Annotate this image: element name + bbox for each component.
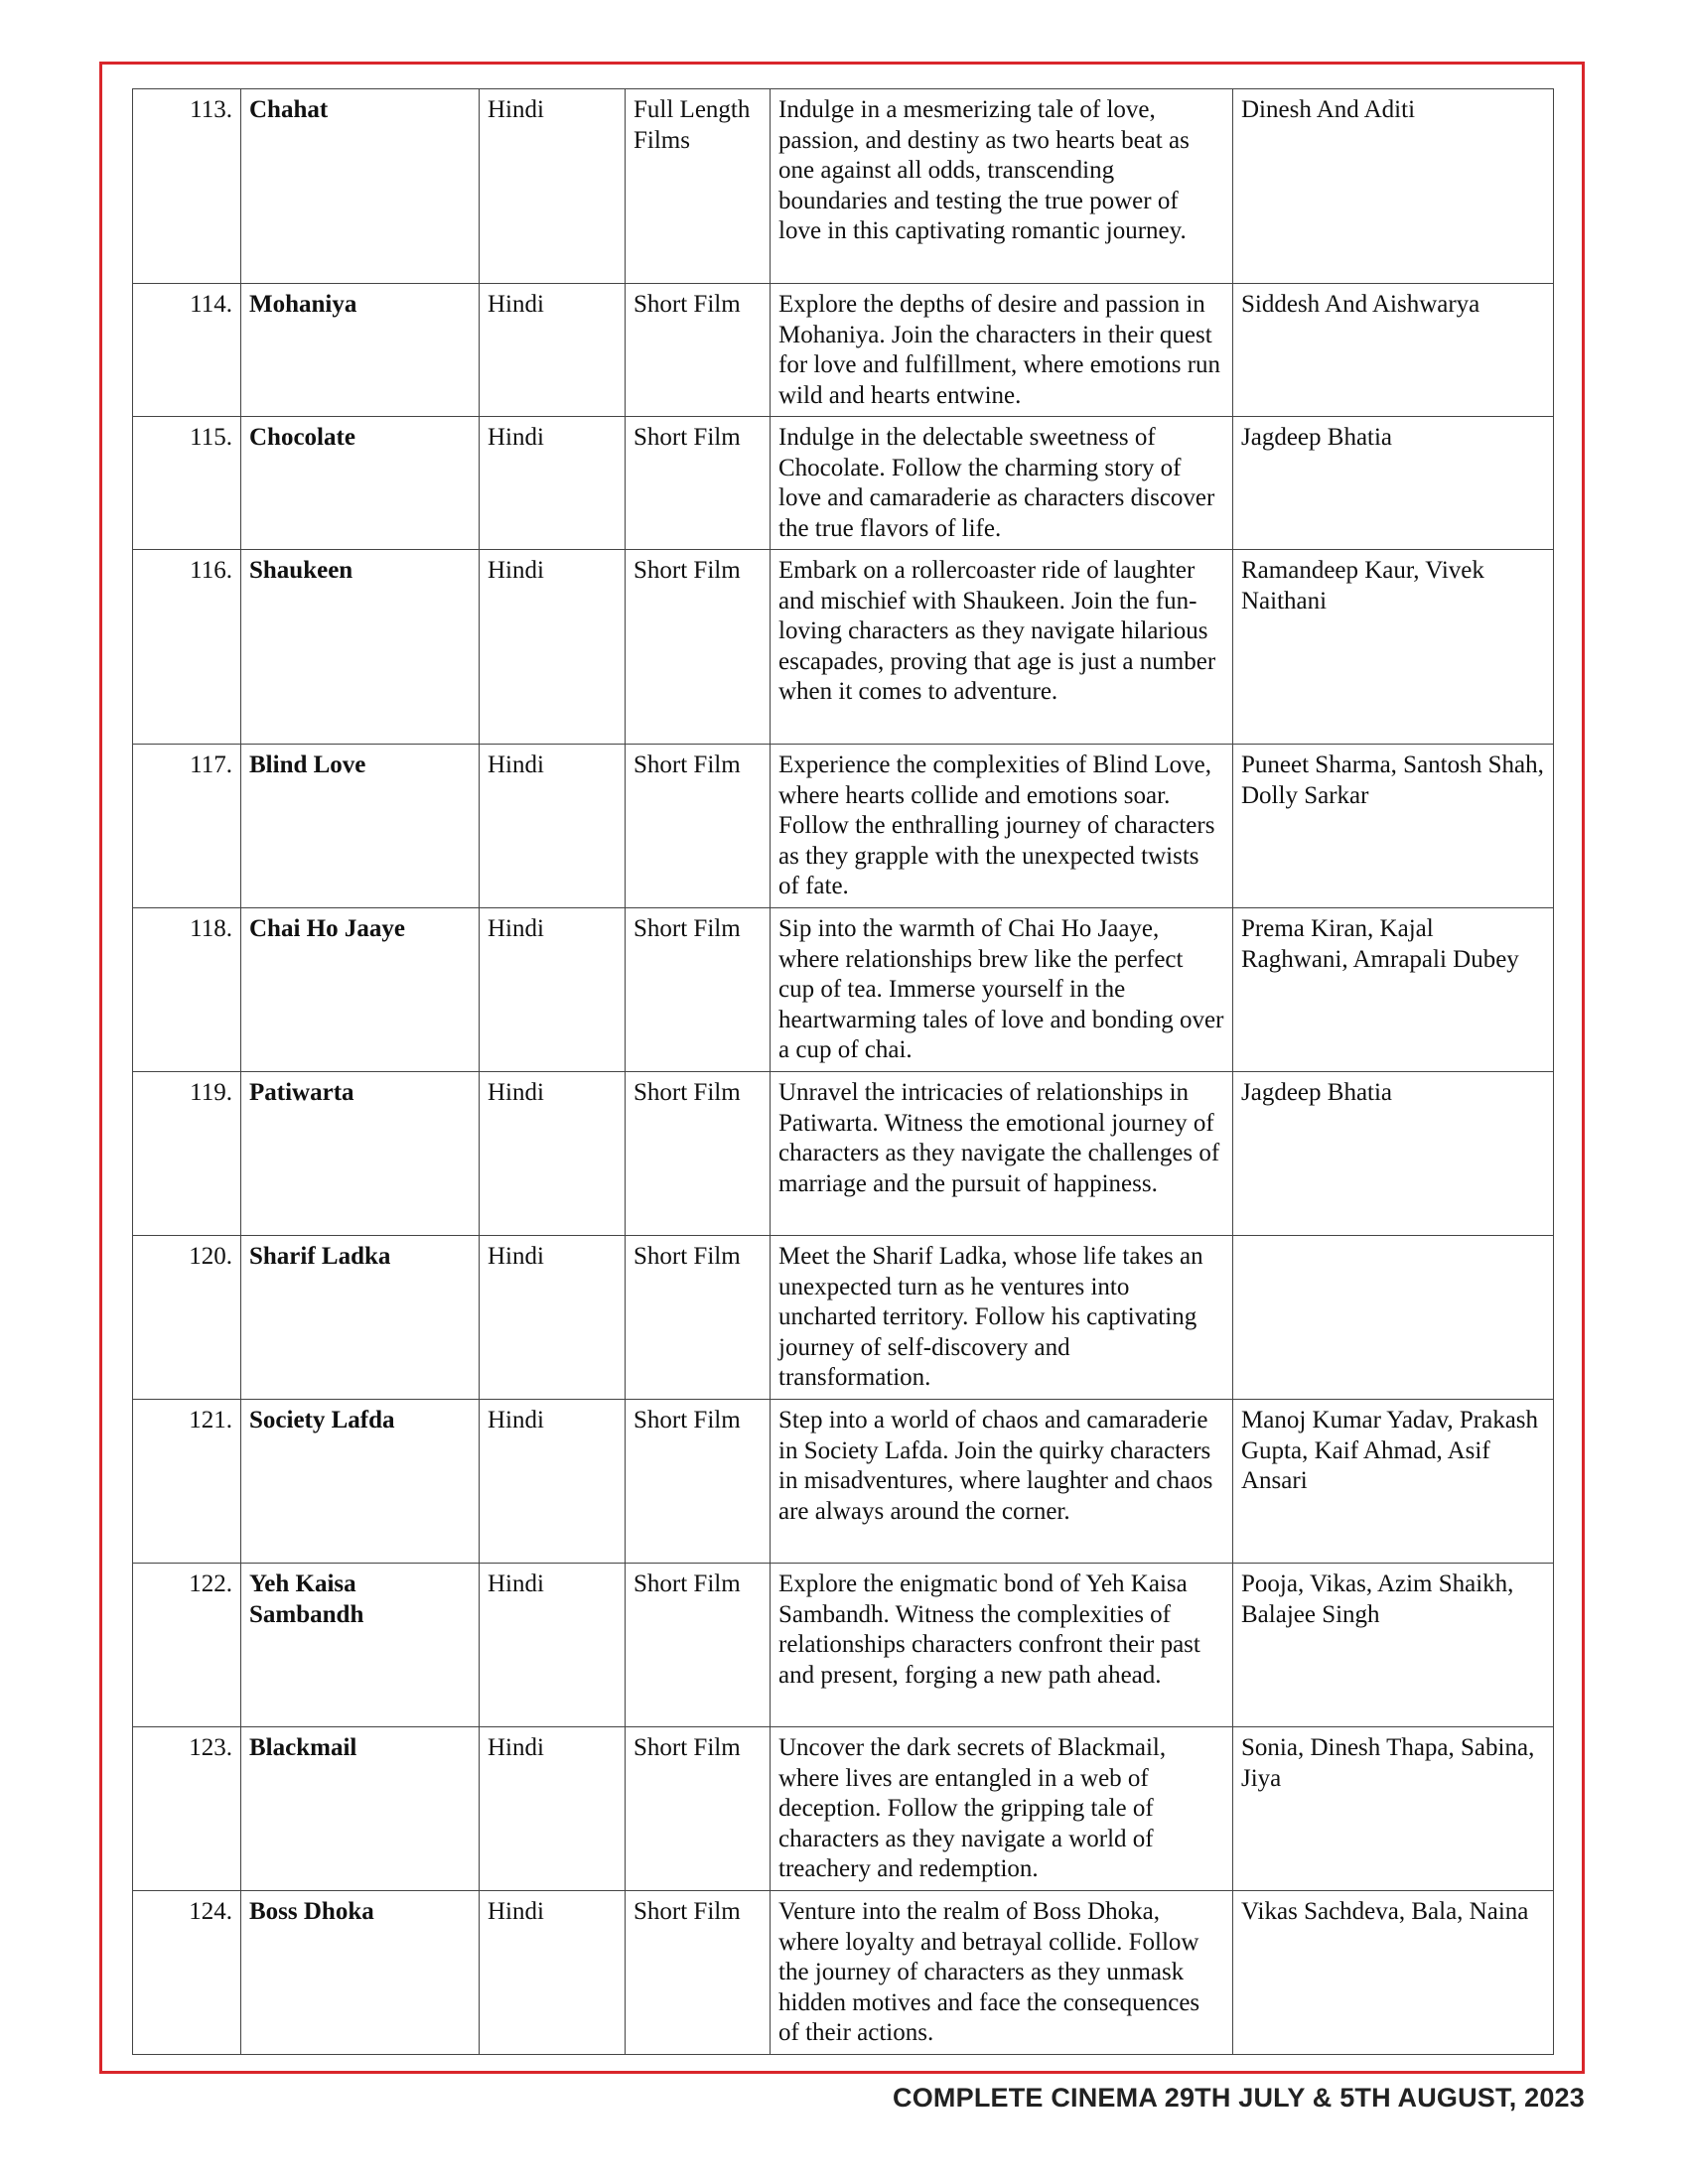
film-format: Short Film [626,1400,771,1564]
film-format: Short Film [626,745,771,908]
film-format: Short Film [626,284,771,417]
table-row [133,908,1554,1072]
film-description: Experience the complexities of Blind Love, where hearts collide and emotions soar. Follow the enthralling journey of characters as they grapple with the unexpected twists of fate. [771,745,1233,908]
film-format: Short Film [626,1236,771,1400]
film-title: Yeh Kaisa Sambandh [241,1564,480,1727]
table-row [133,284,1554,417]
table-row [133,1072,1554,1236]
films-table [132,88,1554,2055]
film-cast: Ramandeep Kaur, Vivek Naithani [1233,550,1554,745]
film-cast: Sonia, Dinesh Thapa, Sabina, Jiya [1233,1727,1554,1891]
film-cast: Puneet Sharma, Santosh Shah, Dolly Sarkar [1233,745,1554,908]
row-number: 122. [133,1564,241,1727]
row-number: 116. [133,550,241,745]
row-number: 114. [133,284,241,417]
film-description: Meet the Sharif Ladka, whose life takes an unexpected turn as he ventures into uncharted territory. Follow his captivating journey of self-discovery and transformation. [771,1236,1233,1400]
film-title: Blind Love [241,745,480,908]
film-format: Short Film [626,550,771,745]
table-row [133,1400,1554,1564]
film-cast: Manoj Kumar Yadav, Prakash Gupta, Kaif Ahmad, Asif Ansari [1233,1400,1554,1564]
film-language: Hindi [480,1564,626,1727]
film-cast: Dinesh And Aditi [1233,89,1554,284]
film-cast: Jagdeep Bhatia [1233,1072,1554,1236]
film-language: Hindi [480,550,626,745]
film-language: Hindi [480,417,626,550]
table-row [133,1236,1554,1400]
row-number: 124. [133,1891,241,2055]
table-row [133,89,1554,284]
film-language: Hindi [480,1891,626,2055]
row-number: 117. [133,745,241,908]
film-description: Unravel the intricacies of relationships in Patiwarta. Witness the emotional journey of characters as they navigate the challenges of marriage and the pursuit of happiness. [771,1072,1233,1236]
table-row [133,1727,1554,1891]
footer-text: COMPLETE CINEMA 29TH JULY & 5TH AUGUST, 2023 [893,2083,1585,2113]
film-cast: Pooja, Vikas, Azim Shaikh, Balajee Singh [1233,1564,1554,1727]
film-language: Hindi [480,908,626,1072]
film-language: Hindi [480,1072,626,1236]
film-description: Explore the enigmatic bond of Yeh Kaisa Sambandh. Witness the complexities of relationships characters confront their past and present, forging a new path ahead. [771,1564,1233,1727]
film-format: Short Film [626,1891,771,2055]
row-number: 118. [133,908,241,1072]
film-cast: Prema Kiran, Kajal Raghwani, Amrapali Dubey [1233,908,1554,1072]
film-description: Indulge in a mesmerizing tale of love, passion, and destiny as two hearts beat as one against all odds, transcending boundaries and testing the true power of love in this captivating romantic journey. [771,89,1233,284]
film-format: Short Film [626,1727,771,1891]
film-language: Hindi [480,284,626,417]
table-row [133,745,1554,908]
film-title: Chai Ho Jaaye [241,908,480,1072]
film-title: Patiwarta [241,1072,480,1236]
film-format: Short Film [626,1564,771,1727]
film-title: Boss Dhoka [241,1891,480,2055]
film-cast: Vikas Sachdeva, Bala, Naina [1233,1891,1554,2055]
film-language: Hindi [480,1236,626,1400]
film-description: Venture into the realm of Boss Dhoka, where loyalty and betrayal collide. Follow the journey of characters as they unmask hidden motives and face the consequences of their actions. [771,1891,1233,2055]
film-description: Indulge in the delectable sweetness of Chocolate. Follow the charming story of love and camaraderie as characters discover the true flavors of life. [771,417,1233,550]
film-format: Full Length Films [626,89,771,284]
table-row [133,1564,1554,1727]
film-language: Hindi [480,1727,626,1891]
film-title: Chocolate [241,417,480,550]
row-number: 123. [133,1727,241,1891]
film-title: Mohaniya [241,284,480,417]
table-row [133,550,1554,745]
films-table-body [133,89,1554,2055]
row-number: 119. [133,1072,241,1236]
film-title: Shaukeen [241,550,480,745]
row-number: 121. [133,1400,241,1564]
film-language: Hindi [480,1400,626,1564]
film-description: Explore the depths of desire and passion in Mohaniya. Join the characters in their quest for love and fulfillment, where emotions run wild and hearts entwine. [771,284,1233,417]
film-description: Embark on a rollercoaster ride of laughter and mischief with Shaukeen. Join the fun-loving characters as they navigate hilarious escapades, proving that age is just a number when it comes to adventure. [771,550,1233,745]
film-description: Sip into the warmth of Chai Ho Jaaye, where relationships brew like the perfect cup of tea. Immerse yourself in the heartwarming tales of love and bonding over a cup of chai. [771,908,1233,1072]
row-number: 115. [133,417,241,550]
film-title: Chahat [241,89,480,284]
film-description: Step into a world of chaos and camaraderie in Society Lafda. Join the quirky characters in misadventures, where laughter and chaos are always around the corner. [771,1400,1233,1564]
table-row [133,1891,1554,2055]
table-row [133,417,1554,550]
film-language: Hindi [480,745,626,908]
film-format: Short Film [626,908,771,1072]
film-cast [1233,1236,1554,1400]
film-description: Uncover the dark secrets of Blackmail, where lives are entangled in a web of deception. Follow the gripping tale of characters as they navigate a world of treachery and redemption. [771,1727,1233,1891]
film-format: Short Film [626,1072,771,1236]
row-number: 113. [133,89,241,284]
film-title: Society Lafda [241,1400,480,1564]
row-number: 120. [133,1236,241,1400]
film-cast: Siddesh And Aishwarya [1233,284,1554,417]
film-format: Short Film [626,417,771,550]
film-title: Blackmail [241,1727,480,1891]
film-title: Sharif Ladka [241,1236,480,1400]
film-language: Hindi [480,89,626,284]
film-cast: Jagdeep Bhatia [1233,417,1554,550]
